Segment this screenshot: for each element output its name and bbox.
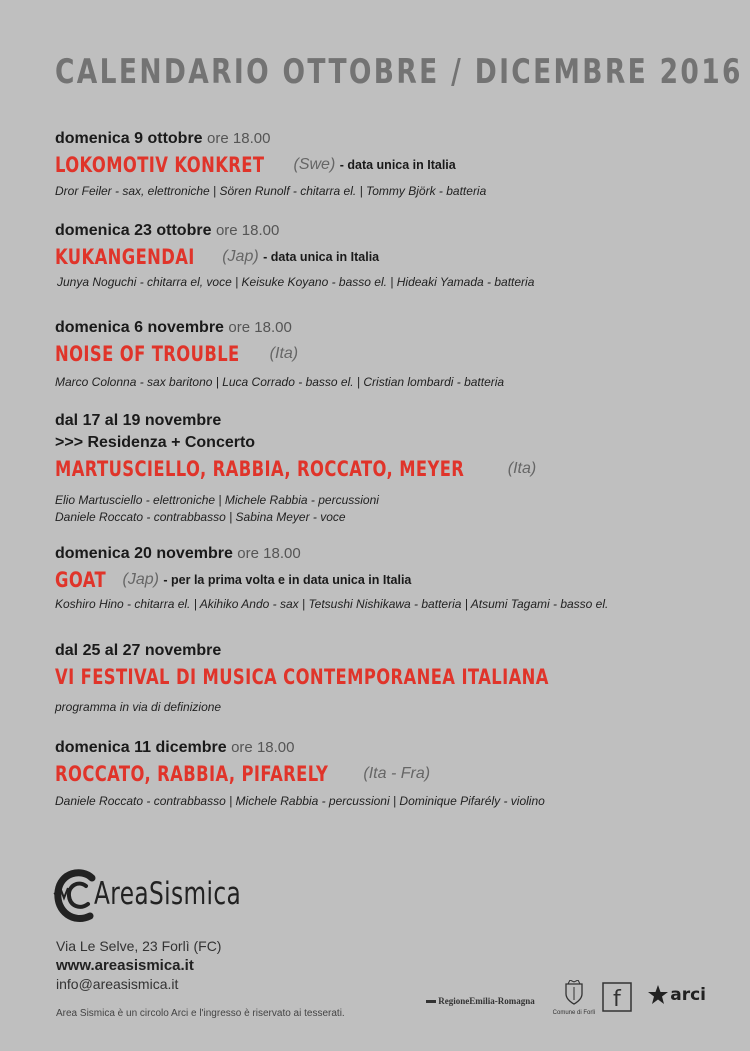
event-date: dal 25 al 27 novembre: [55, 642, 222, 659]
city-crest-icon: [563, 980, 585, 1006]
event-time: ore 18.00: [207, 130, 271, 147]
footer-note: Area Sismica è un circolo Arci e l'ingresso è riservato ai tesserati.: [56, 1008, 345, 1019]
event-date-line: [55, 543, 715, 565]
event-note: - per la prima volta e in data unica in Italia: [163, 573, 412, 587]
event-origin: (Jap): [122, 571, 159, 588]
sponsor-arci: [648, 985, 706, 1007]
event-date: domenica 11 dicembre: [55, 739, 227, 756]
event-musicians: Daniele Roccato - contrabbasso | Michele Rabbia - percussioni | Dominique Pifarély - violino: [55, 794, 545, 808]
arci-label: arci: [670, 985, 706, 1005]
events-list: [55, 128, 715, 817]
event-date: domenica 23 ottobre: [55, 222, 212, 239]
event-item: [55, 543, 715, 640]
event-date-line: [55, 220, 715, 242]
sponsor-comune: [552, 980, 596, 1016]
event-band: VI FESTIVAL DI MUSICA CONTEMPORANEA ITALIANA: [55, 665, 549, 689]
event-origin: (Swe): [293, 156, 336, 173]
event-band: LOKOMOTIV KONKRET: [55, 153, 265, 177]
event-date: domenica 6 novembre: [55, 319, 224, 336]
event-musicians: programma in via di definizione: [55, 700, 222, 714]
event-time: ore 18.00: [215, 222, 280, 239]
event-band: KUKANGENDAI: [55, 245, 195, 269]
website-link[interactable]: www.areasismica.it: [56, 957, 194, 974]
contact-block: [56, 937, 221, 994]
event-time: ore 18.00: [237, 545, 301, 562]
event-item: [55, 317, 715, 410]
event-subtitle: >>> Residenza + Concerto: [55, 434, 256, 451]
event-musicians: Daniele Roccato - contrabbasso | Sabina Meyer - voce: [55, 510, 346, 524]
event-time: ore 18.00: [231, 739, 295, 756]
event-musicians: Koshiro Hino - chitarra el. | Akihiko Ando - sax | Tetsushi Nishikawa - batteria | Atsumi Tagami - basso el.: [55, 597, 609, 611]
page-title: CALENDARIO OTTOBRE / DICEMBRE 2016: [55, 52, 743, 92]
area-sismica-logo: [52, 868, 272, 928]
event-time: ore 18.00: [228, 319, 292, 336]
event-musicians: Marco Colonna - sax baritono | Luca Corrado - basso el. | Cristian lombardi - batteria: [55, 375, 505, 389]
event-item: [55, 640, 715, 737]
sponsor-fondazione: [602, 982, 632, 1016]
comune-label: Comune di Forlì: [552, 1010, 596, 1016]
event-item: [55, 410, 715, 543]
event-band: MARTUSCIELLO, RABBIA, ROCCATO, MEYER: [55, 457, 465, 481]
region-flag-icon: [426, 1000, 436, 1003]
event-note: - data unica in Italia: [339, 158, 456, 172]
event-date: domenica 9 ottobre: [55, 130, 203, 147]
event-item: [55, 128, 715, 220]
event-musicians: Dror Feiler - sax, elettroniche | Sören Runolf - chitarra el. | Tommy Björk - batteria: [55, 184, 487, 198]
logo-text: AreaSismica: [94, 876, 242, 912]
event-band: ROCCATO, RABBIA, PIFARELY: [55, 762, 329, 786]
event-origin: (Ita): [507, 460, 537, 477]
svg-text:f: f: [613, 987, 621, 1012]
event-musicians: Junya Noguchi - chitarra el, voce | Keisuke Koyano - basso el. | Hideaki Yamada - batteria: [57, 275, 535, 289]
event-item: [55, 220, 715, 317]
event-date-line: [55, 737, 715, 759]
event-musicians: Elio Martusciello - elettroniche | Michele Rabbia - percussioni: [55, 493, 379, 507]
event-band: NOISE OF TROUBLE: [55, 342, 240, 366]
event-date-line: [55, 317, 715, 339]
sponsor-region: RegioneEmilia-Romagna: [426, 996, 535, 1006]
event-band: GOAT: [55, 568, 107, 592]
fondazione-logo-icon: [602, 982, 632, 1014]
event-origin: (Jap): [222, 248, 259, 265]
event-date: domenica 20 novembre: [55, 545, 233, 562]
address: Via Le Selve, 23 Forlì (FC): [56, 938, 222, 954]
email-link[interactable]: info@areasismica.it: [56, 976, 179, 992]
event-date: dal 17 al 19 novembre: [55, 412, 222, 429]
event-origin: (Ita): [269, 345, 299, 362]
event-origin: (Ita - Fra): [363, 765, 431, 782]
event-item: [55, 737, 715, 817]
event-date-line: [55, 128, 715, 150]
event-note: - data unica in Italia: [263, 250, 380, 264]
arci-star-icon: [648, 985, 668, 1007]
seismic-swirl-icon: [52, 868, 100, 926]
